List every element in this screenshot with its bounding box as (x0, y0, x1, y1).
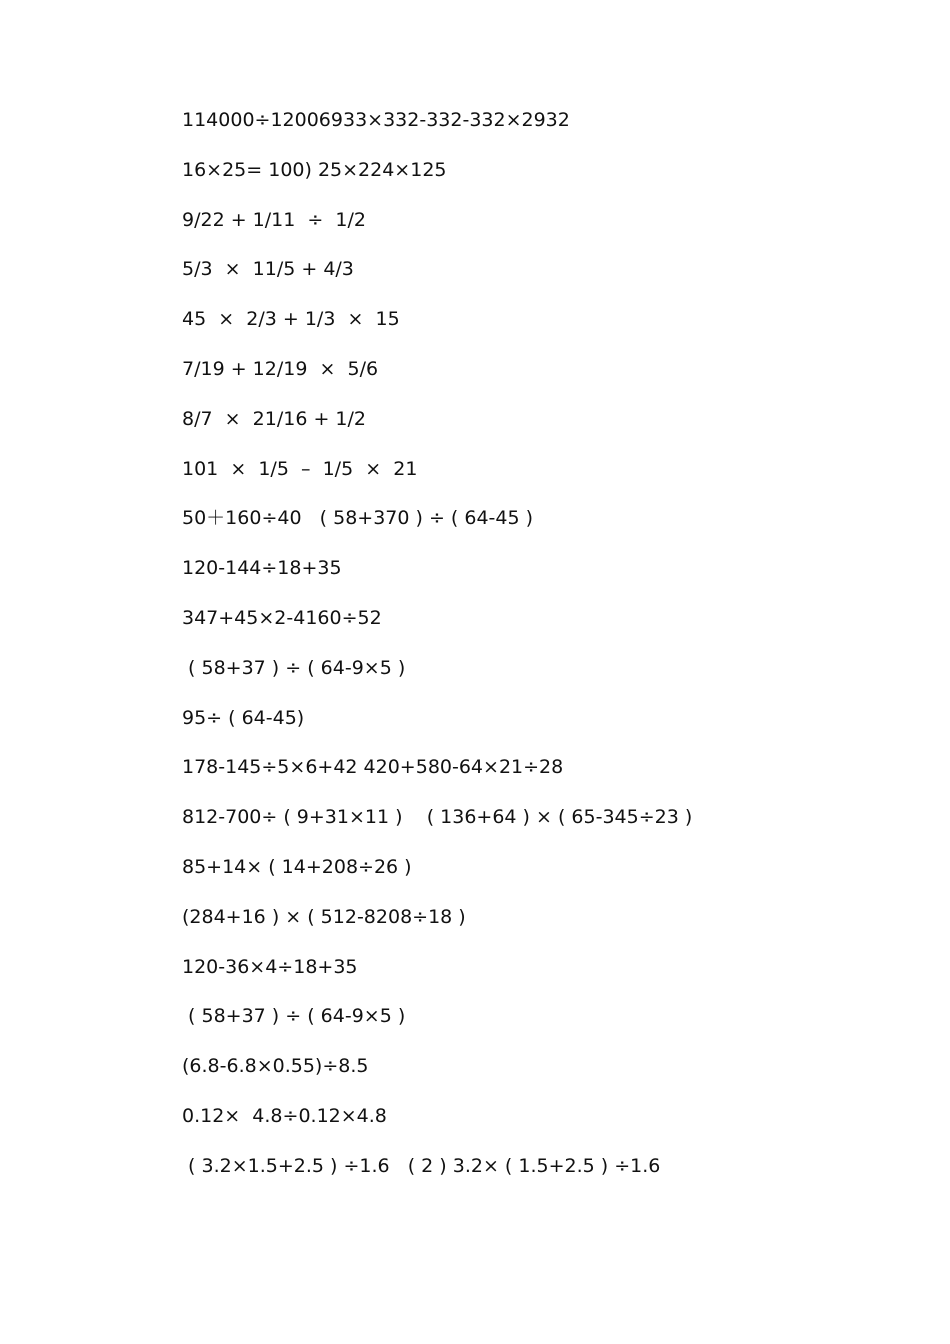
math-problem-line: 8/7 × 21/16 + 1/2 (182, 407, 366, 430)
math-problem-line: 9/22 + 1/11 ÷ 1/2 (182, 208, 366, 231)
math-problem-line: 85+14× ( 14+208÷26 ) (182, 855, 412, 878)
math-problem-line: 50＋160÷40 ( 58+370 ) ÷ ( 64-45 ) (182, 507, 534, 530)
math-problem-list (182, 107, 882, 1203)
math-problem-line: ( 3.2×1.5+2.5 ) ÷1.6 ( 2 ) 3.2× ( 1.5+2.5 ) ÷1.6 (182, 1154, 661, 1177)
math-problem-line: 16×25= 100) 25×224×125 (182, 158, 447, 181)
math-problem-line: (284+16 ) × ( 512-8208÷18 ) (182, 905, 466, 928)
math-problem-line: (6.8-6.8×0.55)÷8.5 (182, 1055, 369, 1078)
math-problem-line: 178-145÷5×6+42 420+580-64×21÷28 (182, 756, 564, 779)
math-problem-line: 114000÷12006933×332-332-332×2932 (182, 109, 570, 131)
math-problem-line: ( 58+37 ) ÷ ( 64-9×5 ) (182, 1005, 406, 1028)
math-problem-line: 812-700÷ ( 9+31×11 ) ( 136+64 ) × ( 65-345÷23 ) (182, 806, 693, 829)
math-problem-line: 120-36×4÷18+35 (182, 955, 358, 978)
math-problem-line: 101 × 1/5 – 1/5 × 21 (182, 457, 418, 480)
math-problem-line: 5/3 × 11/5 + 4/3 (182, 258, 354, 281)
math-problem-line: ( 58+37 ) ÷ ( 64-9×5 ) (182, 656, 406, 679)
math-problem-line: 45 × 2/3 + 1/3 × 15 (182, 308, 400, 331)
math-problem-line: 7/19 + 12/19 × 5/6 (182, 357, 379, 380)
math-problem-line: 0.12× 4.8÷0.12×4.8 (182, 1104, 387, 1127)
math-problem-line: 95÷ ( 64-45) (182, 706, 305, 729)
math-problem-line: 347+45×2-4160÷52 (182, 606, 382, 629)
math-problem-line: 120-144÷18+35 (182, 557, 342, 580)
